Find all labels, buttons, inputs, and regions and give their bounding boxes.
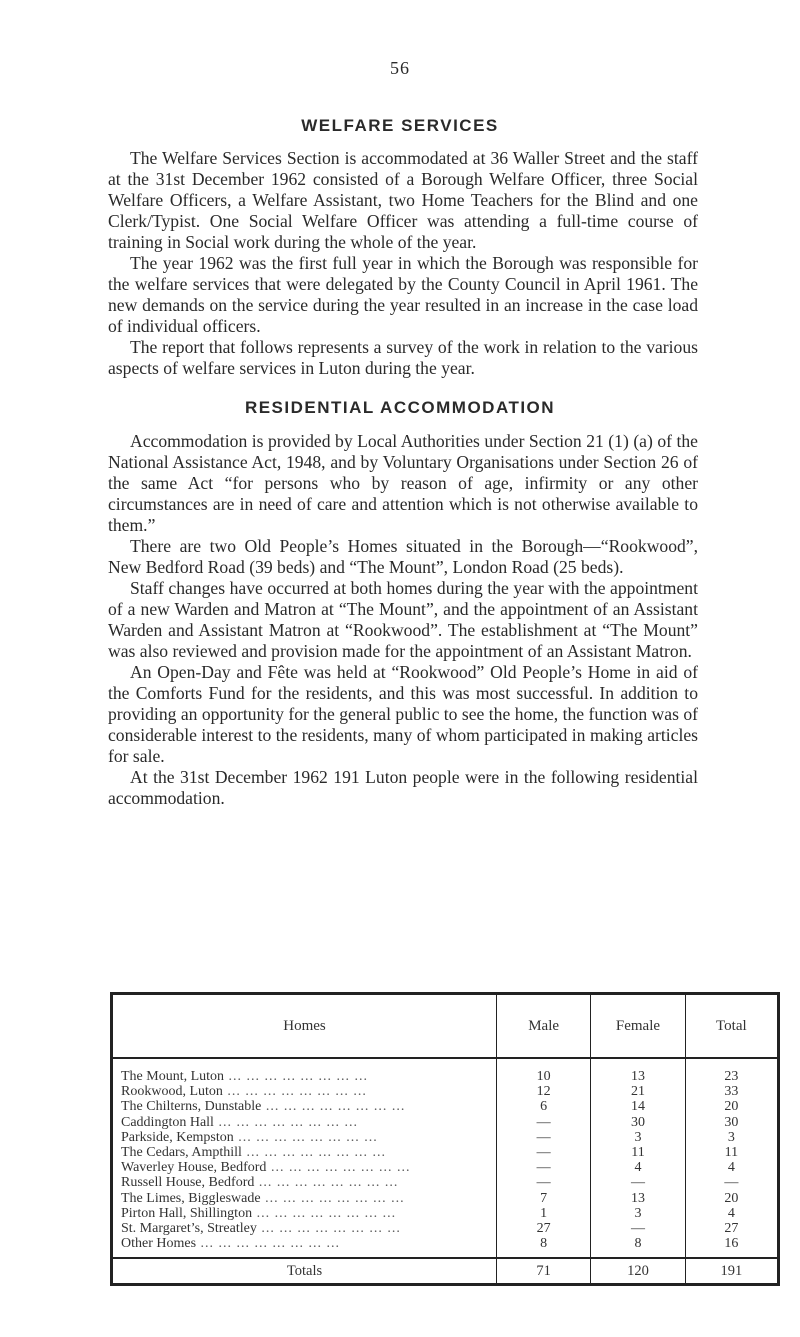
female-value: 13: [630, 1069, 645, 1084]
cell-male: [497, 1130, 590, 1145]
male-value: —: [536, 1160, 551, 1176]
home-name: [121, 1145, 490, 1160]
female-column: [591, 1058, 685, 1258]
cell-female: [591, 1130, 684, 1145]
cell-male: [497, 1069, 590, 1084]
male-column: [497, 1058, 591, 1258]
section-title-residential: RESIDENTIAL ACCOMMODATION: [244, 398, 556, 417]
cell-male: [497, 1099, 590, 1114]
cell-male: [497, 1221, 590, 1236]
paragraph: The report that follows represents a survey of the work in relation to the various aspects of welfare services in Luton during the year.: [108, 337, 698, 378]
cell-total: [686, 1221, 777, 1236]
male-value: 27: [536, 1220, 551, 1236]
total-value: 33: [724, 1084, 739, 1100]
dot-leader: ... ... ... ... ... ... ... ...: [266, 1160, 411, 1176]
cell-total: [686, 1236, 777, 1251]
male-value: 8: [540, 1236, 548, 1252]
cell-female: [591, 1115, 684, 1130]
paragraph: At the 31st December 1962 191 Luton people were in the following residential accommodation.: [108, 767, 698, 808]
cell-female: [591, 1160, 684, 1175]
home-name: [121, 1206, 490, 1221]
totals-total: 191: [685, 1258, 778, 1285]
male-value: 7: [540, 1190, 548, 1206]
female-value: —: [630, 1220, 645, 1236]
dot-leader: ... ... ... ... ... ... ... ...: [261, 1099, 406, 1115]
cell-total: [686, 1191, 777, 1206]
cell-total: [686, 1084, 777, 1099]
paragraph: Accommodation is provided by Local Authorities under Section 21 (1) (a) of the National Assistance Act, 1948, and by Voluntary Organisations under Section 26 of the same Act “for persons who by reason of age, infirmity or any other circumstances are in need of care and attention which is not otherwise available to them.”: [108, 431, 698, 535]
table-header-row: [112, 994, 779, 1059]
total-value: 23: [724, 1069, 739, 1084]
homes-column: [112, 1058, 497, 1258]
total-value: 4: [727, 1160, 735, 1176]
cell-total: [686, 1130, 777, 1145]
male-value: —: [536, 1129, 551, 1145]
female-value: 11: [631, 1144, 645, 1160]
welfare-text: [108, 148, 698, 379]
female-value: 21: [630, 1084, 645, 1100]
home-label: The Chilterns, Dunstable: [121, 1099, 262, 1115]
cell-male: [497, 1206, 590, 1221]
cell-female: [591, 1206, 684, 1221]
home-label: The Limes, Biggleswade: [121, 1190, 261, 1206]
home-label: Caddington Hall: [121, 1114, 214, 1130]
page-number: 56: [390, 58, 410, 78]
female-value: 3: [634, 1205, 642, 1221]
cell-female: [591, 1236, 684, 1251]
home-label: St. Margaret’s, Streatley: [121, 1220, 257, 1236]
female-value: 8: [634, 1236, 642, 1252]
home-label: Other Homes: [121, 1236, 197, 1252]
dot-leader: ... ... ... ... ... ... ... ...: [252, 1205, 397, 1221]
female-value: 13: [630, 1190, 645, 1206]
home-name: [121, 1221, 490, 1236]
home-label: The Mount, Luton: [121, 1069, 225, 1084]
cell-male: [497, 1115, 590, 1130]
male-value: —: [536, 1144, 551, 1160]
dot-leader: ... ... ... ... ... ... ... ...: [213, 1114, 358, 1130]
paragraph: Staff changes have occurred at both homes during the year with the appointment of a new Warden and Matron at “The Mount”, and the appointment of an Assistant Warden and Assistant Matron at “Rookwood”. The establishment at “The Mount” was also reviewed and provision made for the appointment of an Assistant Matron.: [108, 578, 698, 661]
home-name: [121, 1160, 490, 1175]
table-body-row: [112, 1058, 779, 1258]
total-value: 20: [724, 1099, 739, 1115]
cell-female: [591, 1191, 684, 1206]
home-name: [121, 1084, 490, 1099]
totals-male: 71: [497, 1258, 591, 1285]
column-header-homes: Homes: [112, 994, 497, 1059]
home-label: The Cedars, Ampthill: [121, 1144, 242, 1160]
cell-male: [497, 1175, 590, 1190]
column-header-male: Male: [497, 994, 591, 1059]
dot-leader: ... ... ... ... ... ... ... ...: [241, 1144, 386, 1160]
home-label: Rookwood, Luton: [121, 1084, 223, 1100]
dot-leader: ... ... ... ... ... ... ... ...: [233, 1129, 378, 1145]
home-name: [121, 1115, 490, 1130]
male-value: —: [536, 1175, 551, 1191]
dot-leader: ... ... ... ... ... ... ... ...: [222, 1084, 367, 1100]
cell-total: [686, 1099, 777, 1114]
total-value: 27: [724, 1220, 739, 1236]
cell-male: [497, 1191, 590, 1206]
cell-total: [686, 1206, 777, 1221]
cell-female: [591, 1175, 684, 1190]
cell-female: [591, 1084, 684, 1099]
female-value: 3: [634, 1129, 642, 1145]
cell-female: [591, 1069, 684, 1084]
female-value: 14: [630, 1099, 645, 1115]
home-name: [121, 1175, 490, 1190]
totals-label: Totals: [112, 1258, 497, 1285]
female-value: —: [630, 1175, 645, 1191]
total-value: 11: [724, 1144, 739, 1160]
section-title-welfare: WELFARE SERVICES: [301, 116, 499, 135]
male-value: 1: [540, 1205, 548, 1221]
home-name: [121, 1099, 490, 1114]
dot-leader: ... ... ... ... ... ... ... ...: [256, 1220, 401, 1236]
cell-total: [686, 1145, 777, 1160]
home-label: Russell House, Bedford: [121, 1175, 255, 1191]
totals-row: [112, 1258, 779, 1285]
female-value: 30: [630, 1114, 645, 1130]
cell-total: [686, 1069, 777, 1084]
home-name: [121, 1191, 490, 1206]
residential-text: [108, 431, 698, 809]
dot-leader: ... ... ... ... ... ... ... ...: [260, 1190, 405, 1206]
home-label: Waverley House, Bedford: [121, 1160, 267, 1176]
total-column: [685, 1058, 778, 1258]
dot-leader: ... ... ... ... ... ... ... ...: [254, 1175, 399, 1191]
home-label: Parkside, Kempston: [121, 1129, 234, 1145]
male-value: 12: [536, 1084, 551, 1100]
male-value: —: [536, 1114, 551, 1130]
column-header-female: Female: [591, 994, 685, 1059]
total-value: 16: [724, 1236, 739, 1252]
cell-female: [591, 1221, 684, 1236]
cell-male: [497, 1084, 590, 1099]
male-value: 6: [540, 1099, 548, 1115]
home-name: [121, 1236, 490, 1251]
paragraph: There are two Old People’s Homes situated in the Borough—“Rookwood”, New Bedford Road (39 beds) and “The Mount”, London Road (25 beds).: [108, 536, 698, 577]
paragraph: The year 1962 was the first full year in which the Borough was responsible for the welfare services that were delegated by the County Council in April 1961. The new demands on the service during the year resulted in an increase in the case load of individual officers.: [108, 253, 698, 336]
home-name: [121, 1130, 490, 1145]
cell-female: [591, 1145, 684, 1160]
total-value: —: [724, 1175, 739, 1191]
cell-male: [497, 1236, 590, 1251]
cell-total: [686, 1115, 777, 1130]
cell-female: [591, 1099, 684, 1114]
cell-total: [686, 1175, 777, 1190]
total-value: 20: [724, 1190, 739, 1206]
paragraph: An Open-Day and Fête was held at “Rookwood” Old People’s Home in aid of the Comforts Fund for the residents, and this was most successful. In addition to providing an opportunity for the general public to see the home, the function was of considerable interest to the residents, many of whom participated in making articles for sale.: [108, 662, 698, 766]
totals-female: 120: [591, 1258, 685, 1285]
cell-male: [497, 1160, 590, 1175]
column-header-total: Total: [685, 994, 778, 1059]
total-value: 3: [727, 1129, 735, 1145]
paragraph: The Welfare Services Section is accommodated at 36 Waller Street and the staff at the 31st December 1962 consisted of a Borough Welfare Officer, three Social Welfare Officers, a Welfare Assistant, two Home Teachers for the Blind and one Clerk/Typist. One Social Welfare Officer was attending a full-time course of training in Social work during the whole of the year.: [108, 148, 698, 252]
total-value: 30: [724, 1114, 739, 1130]
cell-male: [497, 1145, 590, 1160]
female-value: 4: [634, 1160, 642, 1176]
home-label: Pirton Hall, Shillington: [121, 1205, 253, 1221]
dot-leader: ... ... ... ... ... ... ... ...: [224, 1069, 369, 1084]
dot-leader: ... ... ... ... ... ... ... ...: [196, 1236, 341, 1252]
male-value: 10: [536, 1069, 551, 1084]
home-name: [121, 1069, 490, 1084]
total-value: 4: [727, 1205, 735, 1221]
residential-accommodation-table: [110, 992, 780, 1286]
cell-total: [686, 1160, 777, 1175]
